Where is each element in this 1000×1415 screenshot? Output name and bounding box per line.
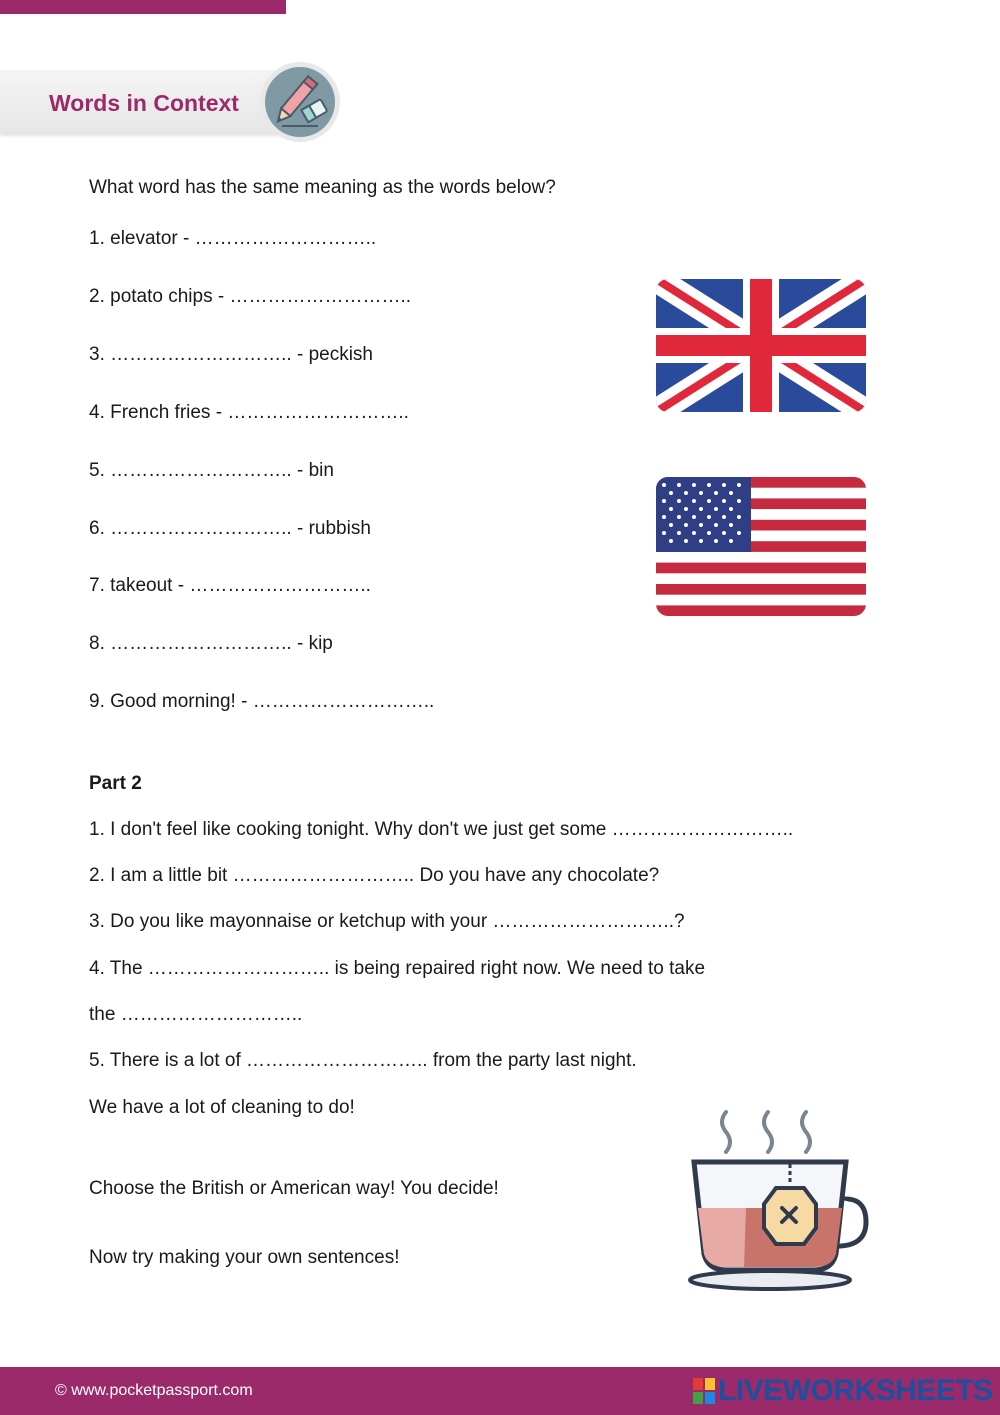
part1-item-2: 2. potato chips - ……………………….. (89, 286, 412, 307)
part1-item-8: 8. ……………………….. - kip (89, 633, 333, 654)
part2-line-1: 1. I don't feel like cooking tonight. Why don't we just get some ……………………….. (89, 819, 794, 840)
part2-line-3: 3. Do you like mayonnaise or ketchup with your ………………………..? (89, 911, 685, 932)
part1-item-5: 5. ……………………….. - bin (89, 460, 334, 481)
part2-line-5: the ……………………….. (89, 1004, 303, 1025)
part1-item-4: 4. French fries - ……………………….. (89, 402, 409, 423)
part1-item-6: 6. ……………………….. - rubbish (89, 518, 371, 539)
us-flag-icon (656, 477, 866, 616)
part1-item-9: 9. Good morning! - ……………………….. (89, 691, 435, 712)
pencil-eraser-icon (258, 60, 342, 144)
part2-line-6: 5. There is a lot of ……………………….. from the party last night. (89, 1050, 637, 1071)
part1-item-3: 3. ……………………….. - peckish (89, 344, 373, 365)
page-title: Words in Context (49, 90, 239, 116)
part1-item-7: 7. takeout - ……………………….. (89, 575, 371, 596)
closing-line-1: Choose the British or American way! You decide! (89, 1178, 499, 1199)
uk-flag-icon (656, 279, 866, 412)
part2-line-4: 4. The ……………………….. is being repaired right now. We need to take (89, 958, 706, 979)
liveworksheets-logo-icon (693, 1378, 715, 1404)
tea-cup-icon (686, 1108, 876, 1294)
footer-copyright: © www.pocketpassport.com (55, 1382, 253, 1399)
instructions: What word has the same meaning as the words below? (89, 177, 556, 198)
part2-line-7: We have a lot of cleaning to do! (89, 1097, 355, 1118)
liveworksheets-brand[interactable]: LIVEWORKSHEETS (718, 1374, 993, 1407)
part2-heading: Part 2 (89, 773, 142, 794)
closing-line-2: Now try making your own sentences! (89, 1247, 400, 1268)
part2-line-2: 2. I am a little bit ……………………….. Do you have any chocolate? (89, 865, 660, 886)
part1-item-1: 1. elevator - ……………………….. (89, 228, 377, 249)
top-accent-bar (0, 0, 286, 14)
